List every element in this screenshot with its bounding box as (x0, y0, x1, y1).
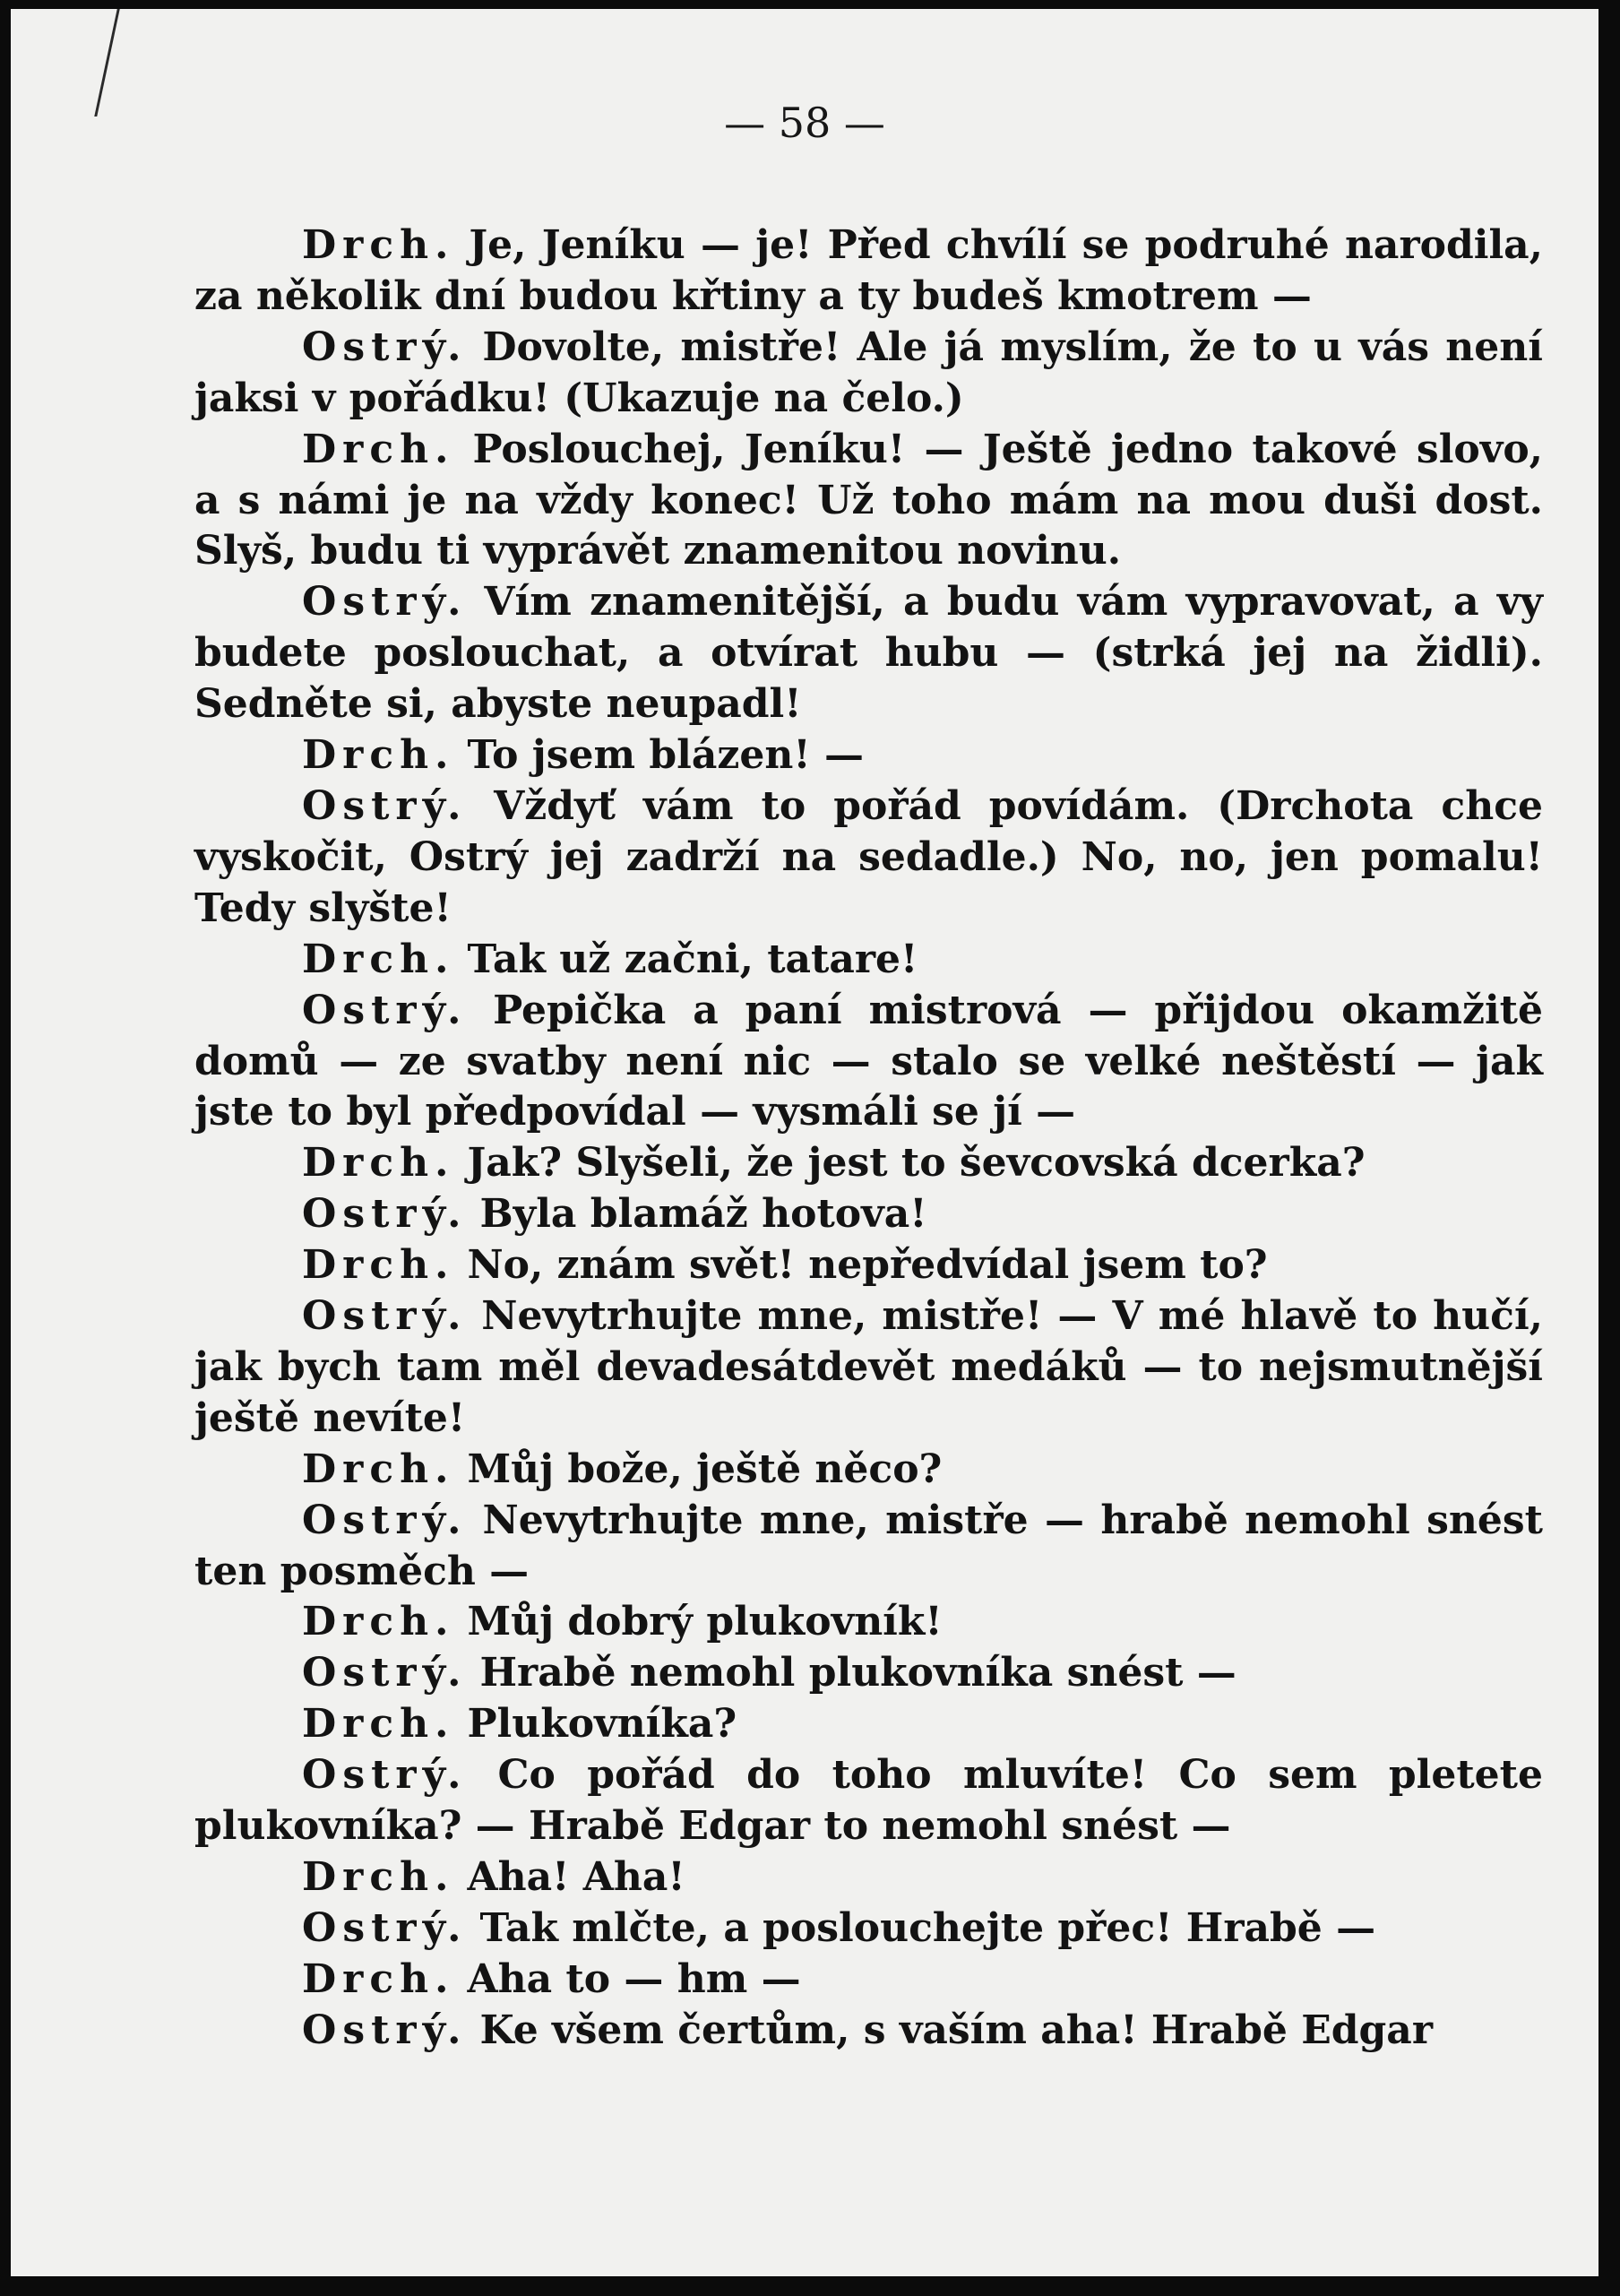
speaker-name: Drch. (302, 222, 455, 268)
dialogue-entry (194, 781, 1543, 935)
spoken-text: Tak už začni, tatare! (467, 936, 918, 982)
scanned-page (11, 9, 1598, 2276)
spoken-text: Můj bože, ještě něco? (467, 1446, 943, 1492)
speaker-name: Drch. (302, 1242, 455, 1289)
speaker-name: Drch. (302, 1701, 455, 1748)
spoken-text: Poslouchej, Jeníku! — Ještě jedno takové slovo, a s námi je na vždy konec! Už toho mám na mou duši dost. Slyš, budu ti vyprávět znamenitou novinu. (194, 426, 1543, 574)
speaker-name: Drch. (302, 1854, 455, 1900)
dialogue-entry (194, 1496, 1543, 1598)
spoken-text: Byla blamáž hotova! (479, 1191, 927, 1238)
dialogue-entry (194, 1903, 1543, 1955)
dialogue-text (194, 220, 1543, 2057)
spoken-text: Aha! Aha! (467, 1854, 685, 1900)
speaker-name: Ostrý. (302, 1752, 468, 1799)
spoken-text: Co pořád do toho mluvíte! Co sem pletete plukovníka? — Hrabě Edgar to nemohl snést — (194, 1752, 1543, 1850)
speaker-name: Drch. (302, 1955, 455, 2002)
speaker-name: Ostrý. (302, 324, 468, 370)
speaker-name: Ostrý. (302, 579, 468, 626)
dialogue-entry (194, 1597, 1543, 1648)
dialogue-entry (194, 1189, 1543, 1240)
dialogue-entry (194, 1138, 1543, 1189)
speaker-name: Ostrý. (302, 1497, 468, 1543)
dialogue-entry (194, 1955, 1543, 2006)
speaker-name: Ostrý. (302, 1904, 468, 1951)
speaker-name: Ostrý. (302, 1191, 468, 1238)
speaker-name: Drch. (302, 426, 455, 472)
page-number: — 58 — (724, 99, 885, 147)
dialogue-entry (194, 323, 1543, 425)
spoken-text: Tak mlčte, a poslouchejte přec! Hrabě — (479, 1904, 1376, 1951)
speaker-name: Drch. (302, 1140, 455, 1187)
spoken-text: Vždyť vám to pořád povídám. (Drchota chce vyskočit, Ostrý jej zadrží na sedadle.) No, no, jen pomalu! Tedy slyšte! (194, 782, 1543, 931)
speaker-name: Ostrý. (302, 987, 468, 1033)
spoken-text: No, znám svět! nepředvídal jsem to? (467, 1242, 1268, 1289)
spoken-text: Aha to — hm — (467, 1955, 801, 2002)
speaker-name: Ostrý. (302, 1650, 468, 1696)
spoken-text: Jak? Slyšeli, že jest to ševcovská dcerka? (467, 1140, 1366, 1187)
spoken-text: Hrabě nemohl plukovníka snést — (479, 1650, 1237, 1696)
dialogue-entry (194, 1852, 1543, 1903)
spoken-text: Můj dobrý plukovník! (467, 1599, 943, 1645)
spoken-text: Nevytrhujte mne, mistře — hrabě nemohl snést ten posměch — (194, 1497, 1543, 1594)
spoken-text: To jsem blázen! — (467, 732, 864, 779)
dialogue-entry (194, 1291, 1543, 1445)
speaker-name: Ostrý. (302, 782, 468, 829)
dialogue-entry (194, 935, 1543, 986)
dialogue-entry (194, 2006, 1543, 2057)
dialogue-entry (194, 1699, 1543, 1750)
speaker-name: Drch. (302, 1599, 455, 1645)
spoken-text: Vím znamenitější, a budu vám vypravovat, a vy budete poslouchat, a otvírat hubu — (strká jej na židli). Sedněte si, abyste neupadl! (194, 579, 1543, 728)
spoken-text: Ke všem čertům, s vaším aha! Hrabě Edgar (479, 2007, 1433, 2053)
dialogue-entry (194, 425, 1543, 578)
spoken-text: Dovolte, mistře! Ale já myslím, že to u vás není jaksi v pořádku! (Ukazuje na čelo.) (194, 324, 1543, 421)
dialogue-entry (194, 730, 1543, 781)
dialogue-entry (194, 986, 1543, 1139)
spoken-text: Plukovníka? (467, 1701, 737, 1748)
spoken-text: Nevytrhujte mne, mistře! — V mé hlavě to hučí, jak bych tam měl devadesátdevět medáků — to nejsmutnější ještě nevíte! (194, 1293, 1543, 1441)
speaker-name: Ostrý. (302, 1293, 468, 1340)
speaker-name: Ostrý. (302, 2007, 468, 2053)
dialogue-entry (194, 577, 1543, 730)
dialogue-entry (194, 1750, 1543, 1852)
spoken-text: Je, Jeníku — je! Před chvílí se podruhé narodila, za několik dní budou křtiny a ty budeš kmotrem — (194, 222, 1543, 319)
dialogue-entry (194, 220, 1543, 323)
speaker-name: Drch. (302, 732, 455, 779)
dialogue-entry (194, 1445, 1543, 1496)
dialogue-entry (194, 1648, 1543, 1699)
dialogue-entry (194, 1240, 1543, 1291)
spoken-text: Pepička a paní mistrová — přijdou okamžitě domů — ze svatby není nic — stalo se velké neštěstí — jak jste to byl předpovídal — vysmáli se jí — (194, 987, 1543, 1135)
speaker-name: Drch. (302, 936, 455, 982)
speaker-name: Drch. (302, 1446, 455, 1492)
